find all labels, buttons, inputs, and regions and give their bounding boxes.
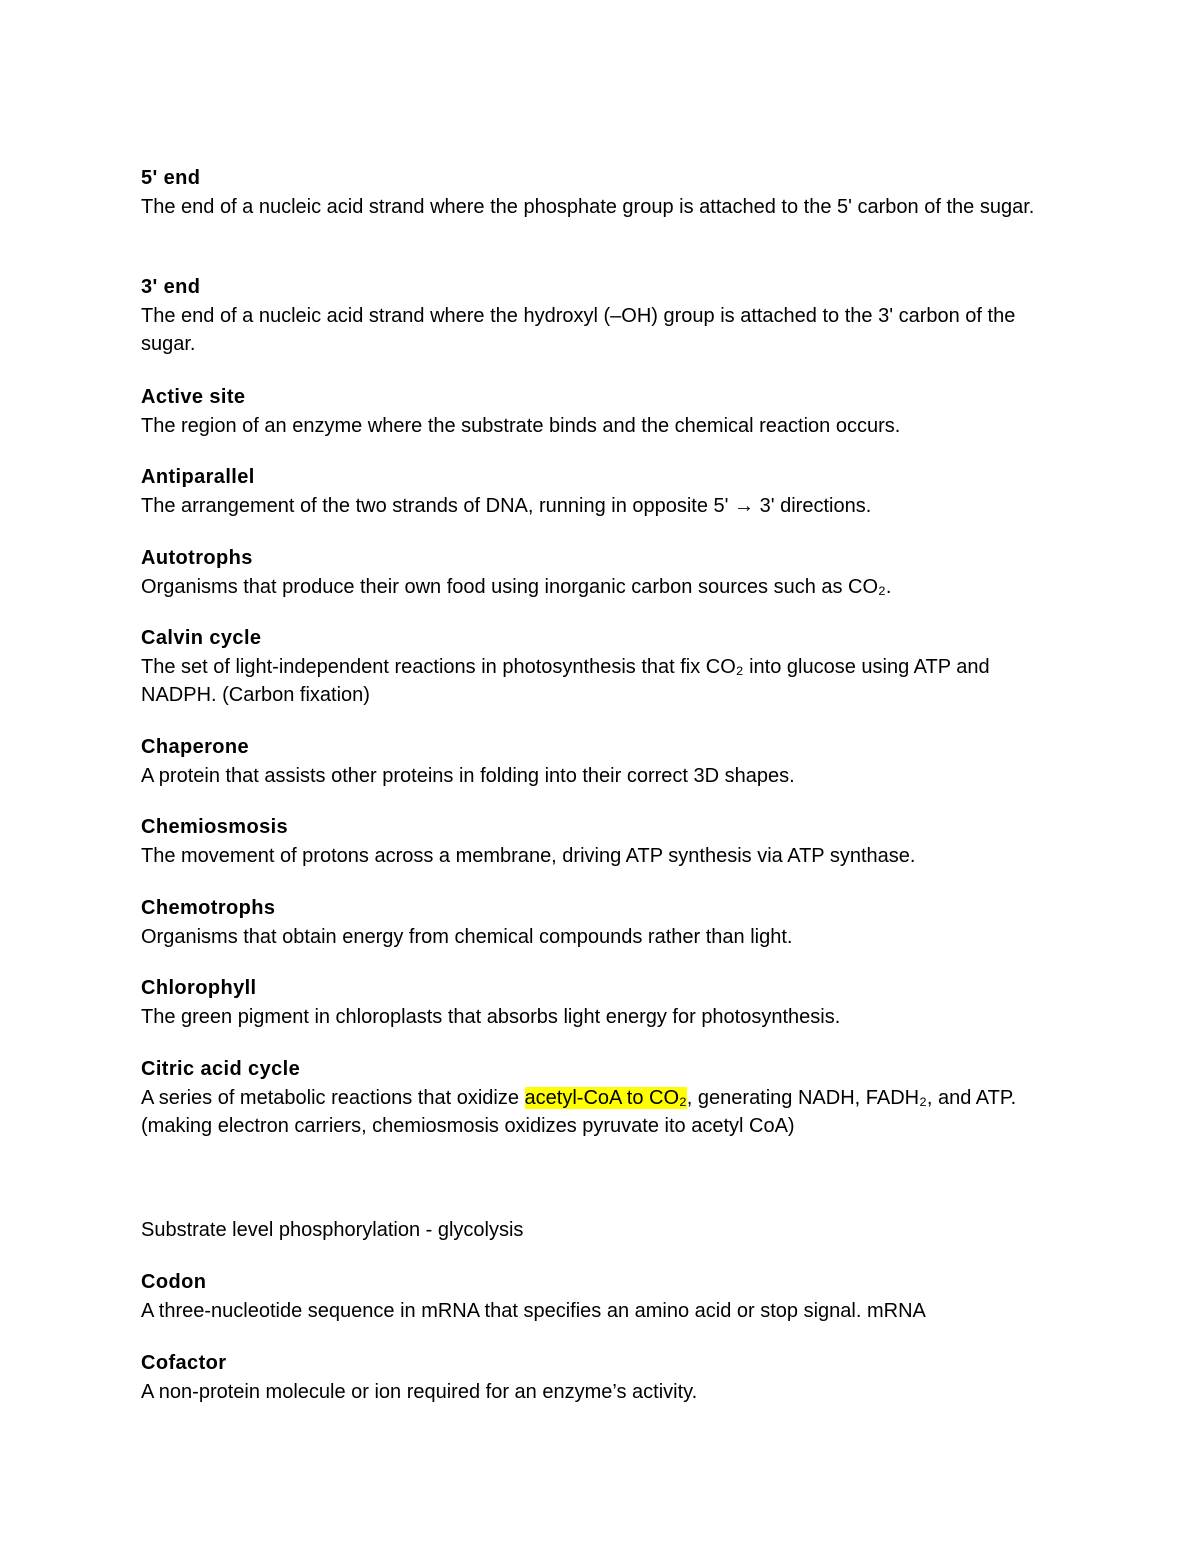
term-heading: Chemotrophs	[141, 897, 276, 919]
glossary-entry-calvin-cycle	[141, 624, 1061, 710]
term-definition: Organisms that obtain energy from chemical compounds rather than light.	[141, 925, 793, 948]
term-heading: Codon	[141, 1271, 207, 1293]
glossary-entry-chlorophyll	[141, 974, 1061, 1031]
term-definition: The end of a nucleic acid strand where the hydroxyl (–OH) group is attached to the 3' carbon of the sugar.	[141, 304, 1016, 355]
term-definition: The set of light-independent reactions in photosynthesis that fix CO₂ into glucose using ATP and NADPH. (Carbon fixation)	[141, 655, 990, 706]
definition-text-after: , generating NADH, FADH₂, and ATP. (making electron carriers, chemiosmosis oxidizes pyruvate ito acetyl CoA)	[141, 1086, 1017, 1137]
term-heading: Chlorophyll	[141, 977, 257, 999]
term-definition: The arrangement of the two strands of DNA, running in opposite 5' → 3' directions.	[141, 494, 872, 517]
term-definition: The region of an enzyme where the substrate binds and the chemical reaction occurs.	[141, 414, 901, 437]
term-definition: Organisms that produce their own food using inorganic carbon sources such as CO₂.	[141, 575, 892, 598]
glossary-entry-chaperone	[141, 733, 1061, 790]
glossary-entry-3-prime-end	[141, 273, 1061, 359]
term-heading: 5' end	[141, 167, 201, 189]
term-definition: A three-nucleotide sequence in mRNA that specifies an amino acid or stop signal. mRNA	[141, 1299, 926, 1322]
glossary-entry-chemotrophs	[141, 894, 1061, 951]
glossary-entry-cofactor	[141, 1349, 1061, 1406]
term-definition: The green pigment in chloroplasts that absorbs light energy for photosynthesis.	[141, 1005, 841, 1028]
term-definition	[141, 1084, 1061, 1141]
glossary-entry-active-site	[141, 383, 1061, 440]
glossary-entry-5-prime-end	[141, 164, 1061, 221]
glossary-entry-autotrophs	[141, 544, 1061, 601]
glossary-entry-codon	[141, 1268, 1061, 1325]
term-heading: Calvin cycle	[141, 627, 262, 649]
definition-text-before: A series of metabolic reactions that oxidize	[141, 1086, 525, 1109]
term-heading: Chaperone	[141, 736, 250, 758]
term-heading: Cofactor	[141, 1352, 227, 1374]
term-heading: Citric acid cycle	[141, 1058, 301, 1080]
glossary-entry-antiparallel	[141, 463, 1061, 520]
term-heading: Active site	[141, 386, 246, 408]
term-heading: Autotrophs	[141, 547, 253, 569]
note-substrate-level-phosphorylation: Substrate level phosphorylation - glycolysis	[141, 1219, 524, 1241]
term-definition: The movement of protons across a membrane, driving ATP synthesis via ATP synthase.	[141, 844, 916, 867]
glossary-entry-citric-acid-cycle	[141, 1055, 1061, 1141]
term-definition: A protein that assists other proteins in folding into their correct 3D shapes.	[141, 764, 795, 787]
term-heading: Chemiosmosis	[141, 816, 289, 838]
highlighted-text: acetyl-CoA to CO₂	[524, 1086, 687, 1109]
glossary-entry-chemiosmosis	[141, 813, 1061, 870]
term-definition: The end of a nucleic acid strand where the phosphate group is attached to the 5' carbon of the sugar.	[141, 195, 1035, 218]
term-definition: A non-protein molecule or ion required for an enzyme’s activity.	[141, 1380, 698, 1403]
term-heading: Antiparallel	[141, 466, 255, 488]
term-heading: 3' end	[141, 276, 201, 298]
